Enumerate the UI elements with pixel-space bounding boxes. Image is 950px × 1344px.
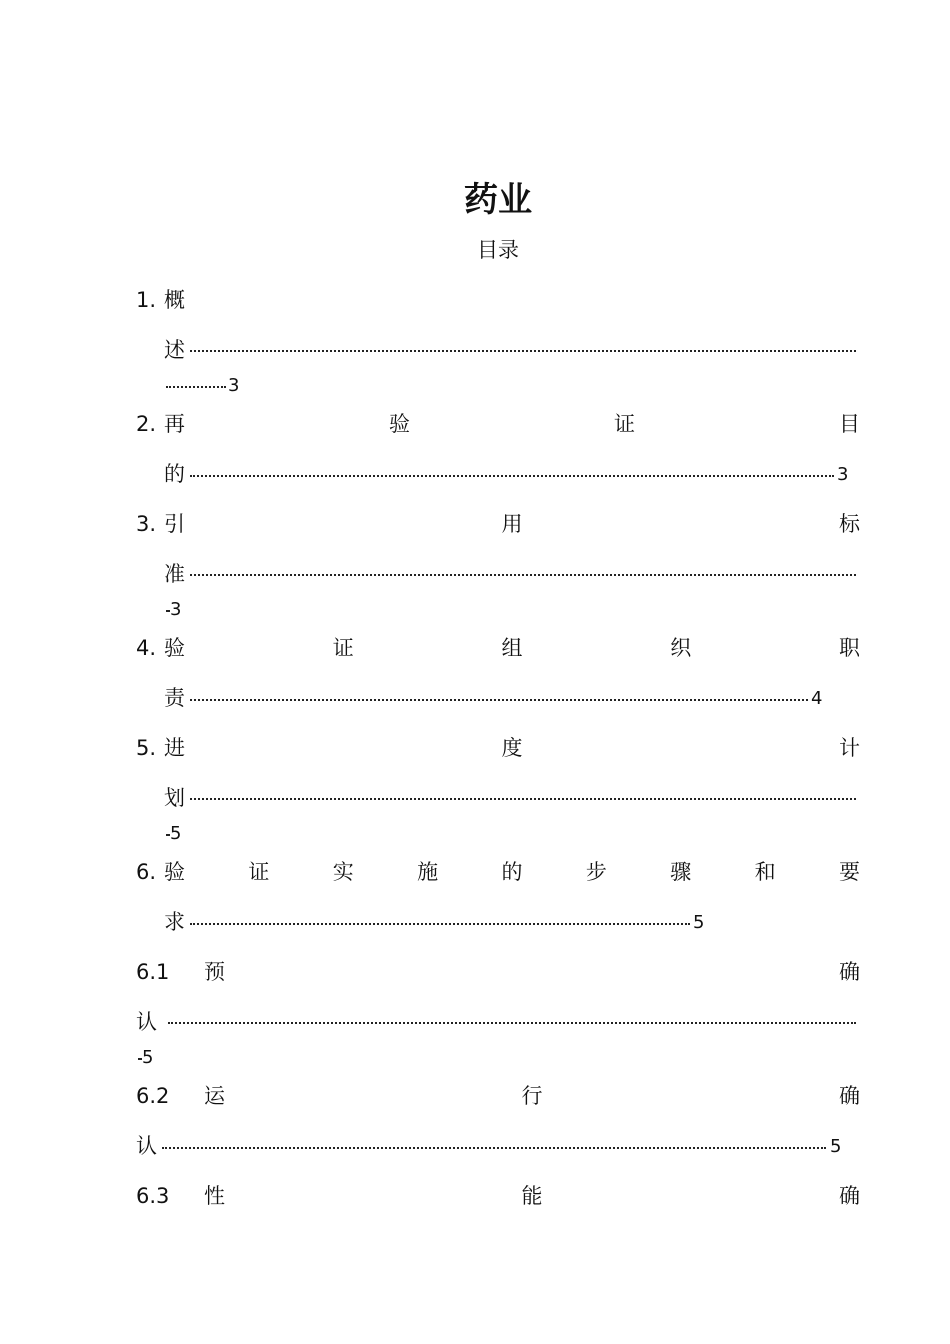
toc-text: 预 <box>204 960 225 984</box>
toc-text: 确 <box>839 960 860 984</box>
toc-text: 认 <box>136 1134 157 1158</box>
toc-text: 证 <box>248 860 270 884</box>
toc-number: 1. <box>136 288 157 312</box>
toc-text: 确 <box>839 1184 860 1208</box>
toc-text: 职 <box>839 636 860 660</box>
toc-number: 6.3 <box>136 1184 170 1208</box>
toc-text: 划 <box>164 786 185 810</box>
dot-leader <box>190 574 856 576</box>
toc-number: 6.2 <box>136 1084 170 1108</box>
toc-number: 6. <box>136 860 157 884</box>
toc-text: 再 <box>164 412 185 436</box>
toc-text: 求 <box>164 910 185 934</box>
toc-text: 要 <box>839 860 860 884</box>
toc-text: 骤 <box>670 860 692 884</box>
toc-page-number: 5 <box>830 1136 842 1157</box>
dot-leader <box>190 350 856 352</box>
toc-text: 引 <box>164 512 185 536</box>
toc-text-row <box>164 858 860 886</box>
toc-text: 实 <box>332 860 354 884</box>
toc-text: 度 <box>501 736 523 760</box>
toc-text: 运 <box>204 1084 225 1108</box>
dot-leader <box>190 923 690 925</box>
toc-page-number: 3 <box>170 599 182 620</box>
toc-text: 和 <box>754 860 776 884</box>
document-title: 药业 <box>464 180 532 220</box>
toc-page-number: 5 <box>693 912 705 933</box>
toc-text: 步 <box>585 860 607 884</box>
toc-number: 6.1 <box>136 960 170 984</box>
toc-text: 目 <box>839 412 860 436</box>
toc-number: 5. <box>136 736 157 760</box>
toc-text-row <box>164 510 860 538</box>
dot-leader <box>190 699 808 701</box>
toc-text-row <box>164 410 860 438</box>
toc-text: 进 <box>164 736 185 760</box>
toc-text: 施 <box>417 860 439 884</box>
dot-leader <box>162 1147 826 1149</box>
toc-text: 性 <box>204 1184 225 1208</box>
toc-text: 确 <box>839 1084 860 1108</box>
toc-text: 织 <box>670 636 692 660</box>
toc-number: 3. <box>136 512 157 536</box>
toc-page-number: 4 <box>811 688 823 709</box>
toc-number: 4. <box>136 636 157 660</box>
toc-text-row <box>204 958 860 986</box>
toc-number: 2. <box>136 412 157 436</box>
toc-text: 行 <box>521 1084 543 1108</box>
toc-text: 述 <box>164 338 185 362</box>
dot-leader <box>190 475 834 477</box>
toc-text: 验 <box>164 860 185 884</box>
toc-text: 能 <box>521 1184 543 1208</box>
toc-page-number: 5 <box>142 1047 154 1068</box>
toc-text: 计 <box>839 736 860 760</box>
toc-text: 标 <box>839 512 860 536</box>
toc-text: 证 <box>614 412 635 436</box>
toc-text: 责 <box>164 686 185 710</box>
toc-text-row <box>164 734 860 762</box>
toc-heading: 目录 <box>477 238 519 262</box>
toc-text-row <box>204 1082 860 1110</box>
toc-text: 用 <box>501 512 523 536</box>
toc-text: 的 <box>164 462 185 486</box>
toc-text: 证 <box>332 636 354 660</box>
dot-leader <box>168 1022 856 1024</box>
toc-text: 概 <box>164 288 185 312</box>
toc-text-row <box>204 1182 860 1210</box>
toc-page-number: 5 <box>170 823 182 844</box>
toc-text: 认 <box>136 1010 157 1034</box>
dot-leader <box>166 386 226 388</box>
toc-text: 验 <box>389 412 410 436</box>
toc-text: 组 <box>501 636 523 660</box>
toc-page-number: 3 <box>228 375 240 396</box>
toc-page-number: 3 <box>837 464 849 485</box>
toc-text: 验 <box>164 636 185 660</box>
toc-text: 的 <box>501 860 523 884</box>
toc-text: 准 <box>164 562 185 586</box>
dot-leader <box>190 798 856 800</box>
toc-text-row <box>164 634 860 662</box>
